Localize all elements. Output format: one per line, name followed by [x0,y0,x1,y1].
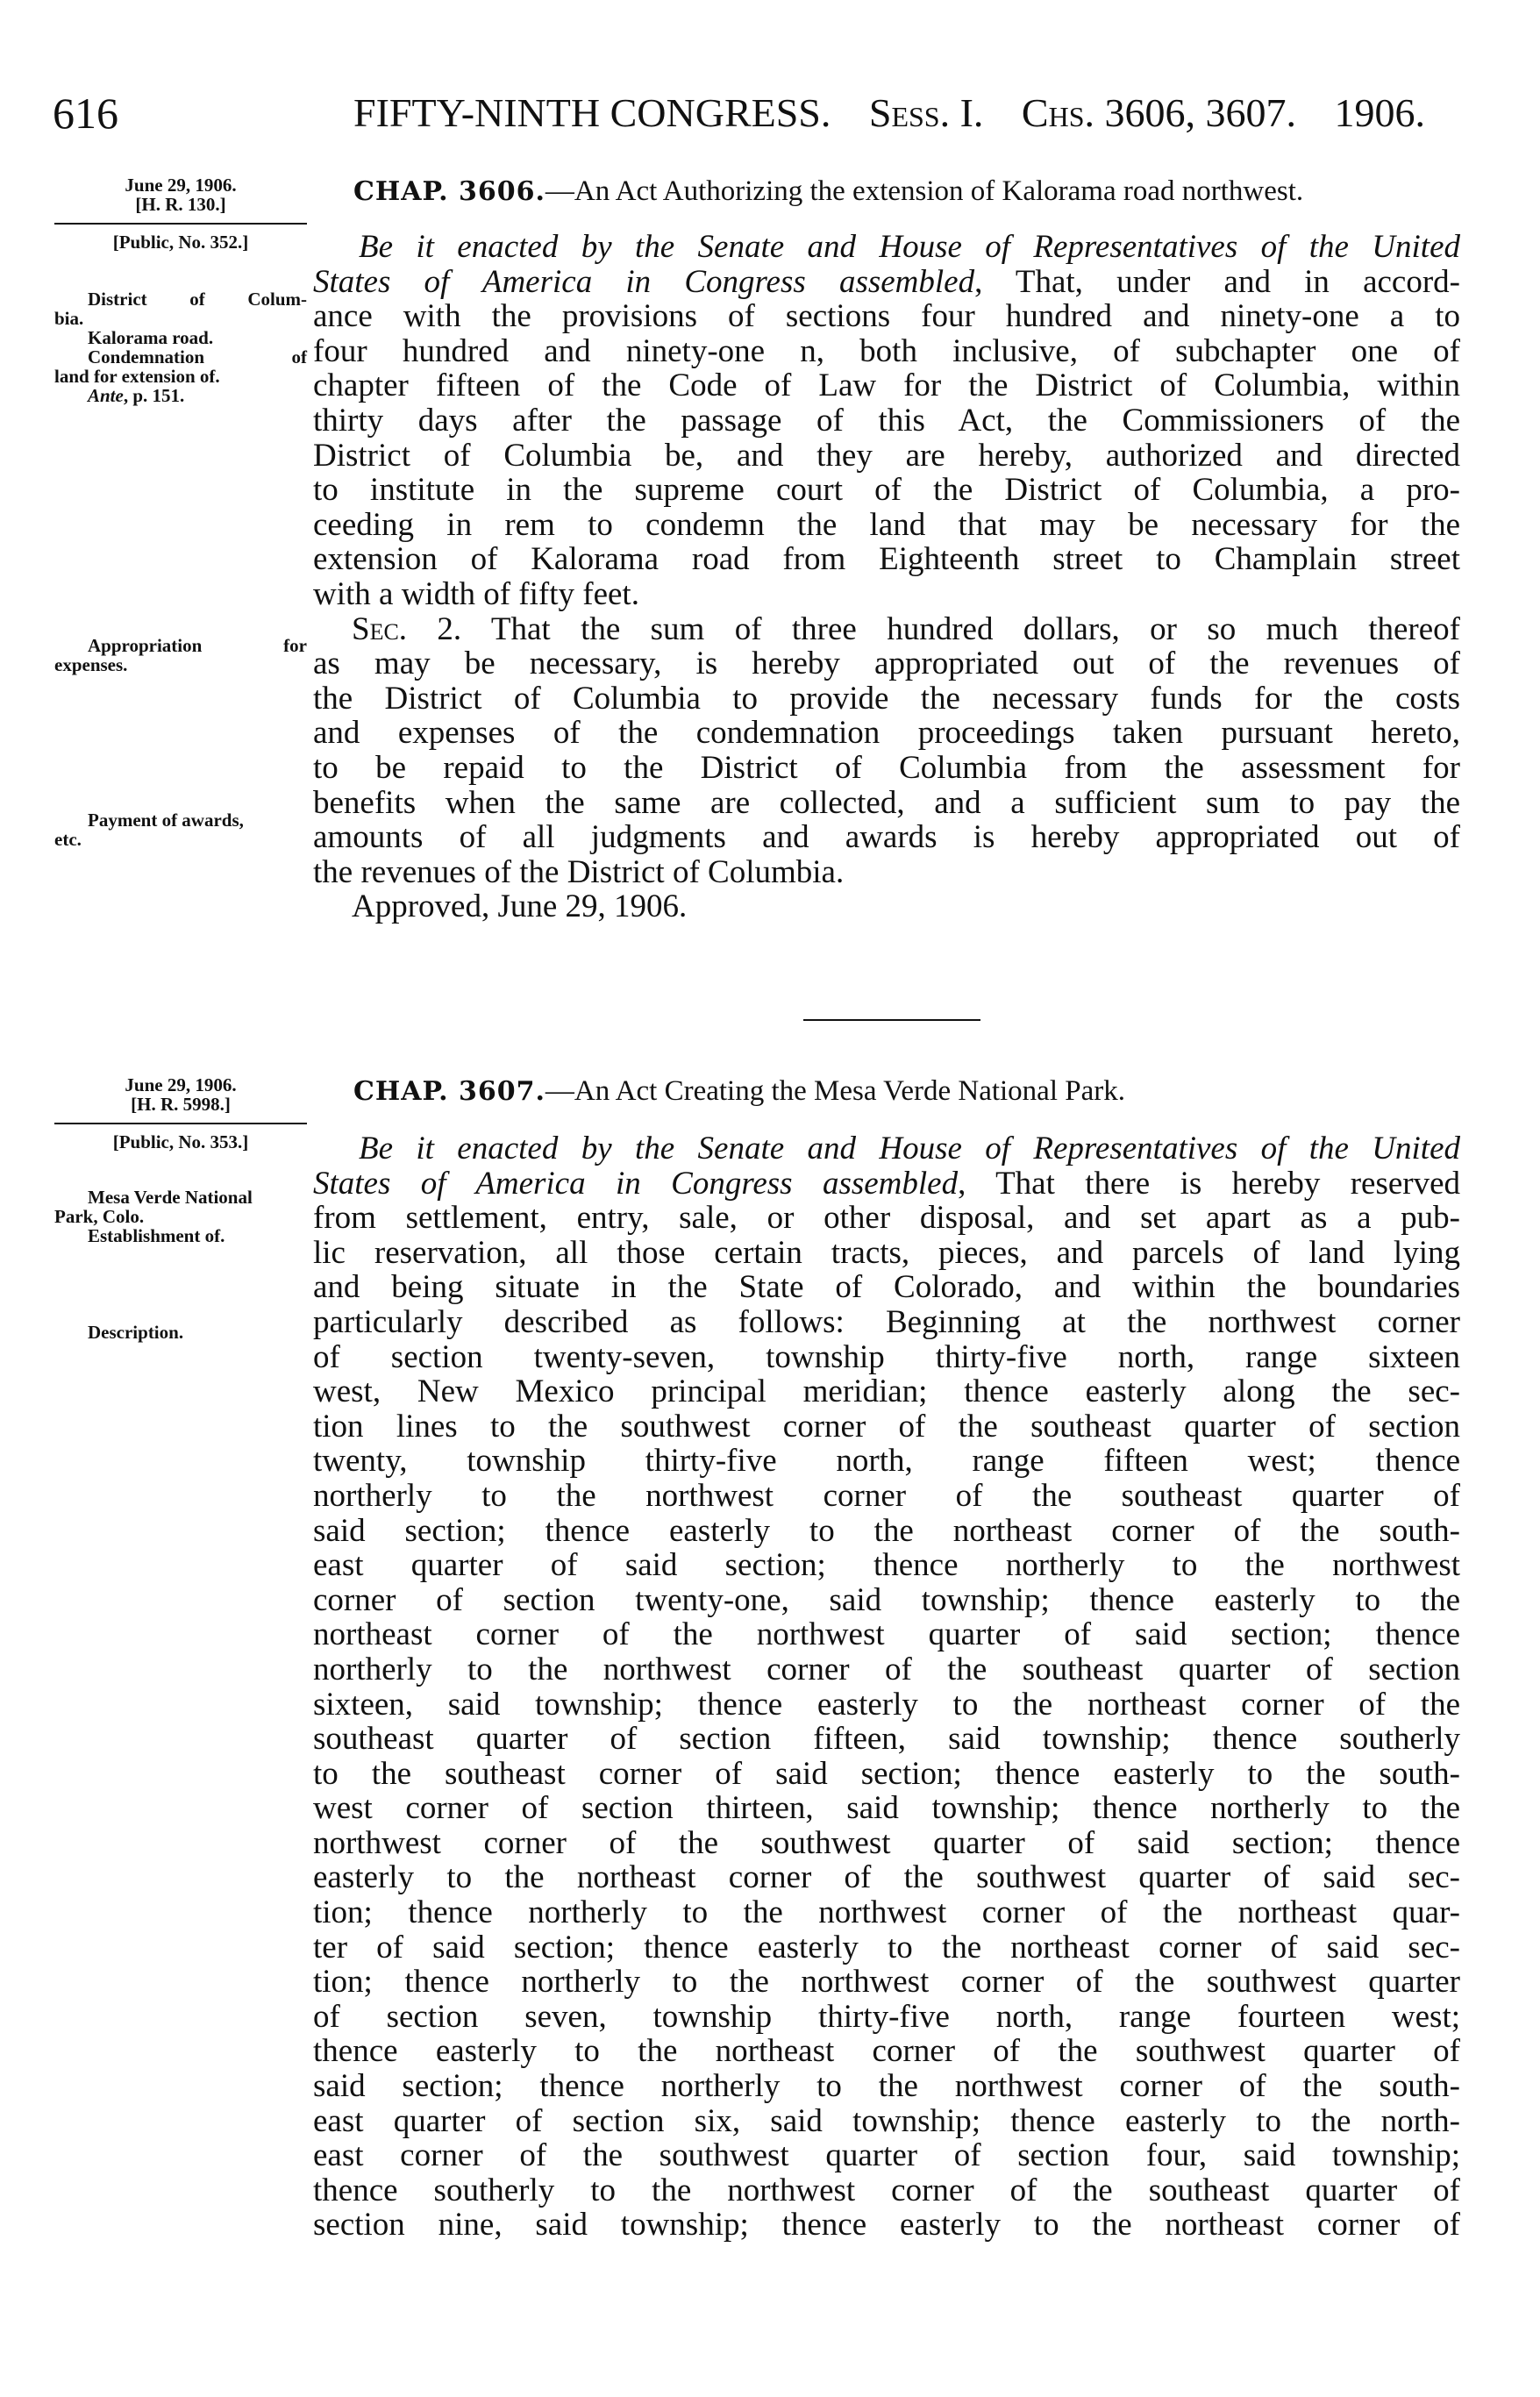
margin-note-payment [54,810,307,849]
margin-note-text: Mesa Verde National [88,1187,253,1208]
body-line: said section; thence easterly to the northeast corner of the south- [313,1512,1460,1549]
running-head-chapters: Chs. 3606, 3607. [1021,90,1296,135]
body-line: to the southeast corner of said section; thence easterly to the south- [313,1755,1460,1792]
margin-note-condemnation: Condemnation of [88,346,307,367]
body-line: thirty days after the passage of this Act, the Commissioners of the [313,402,1460,439]
chapter-3606-heading [353,174,1303,210]
body-line: easterly to the northeast corner of the southwest quarter of said sec- [313,1859,1460,1896]
sidebar-rule [54,1123,307,1124]
approval-date: June 29, 1906. [125,1074,237,1095]
running-head [353,91,1425,135]
bill-number: [H. R. 130.] [135,194,226,215]
margin-note-text: District of Colum- [88,289,307,310]
body-line: District of Columbia be, and they are hereby, authorized and directed [313,437,1460,474]
margin-note-text: etc. [54,829,82,850]
chapter-3607-body [313,1131,1460,2243]
running-head-congress: FIFTY-NINTH CONGRESS. [353,90,831,135]
body-line: southeast quarter of section fifteen, said township; thence southerly [313,1721,1460,1758]
enacting-clause-line: Be it enacted by the Senate and House of Representatives of the United [359,229,1460,265]
body-line: ter of said section; thence easterly to the northeast corner of said sec- [313,1929,1460,1965]
body-line: thence easterly to the northeast corner of the southwest quarter of [313,2033,1460,2070]
chapter-number: CHAP. 3607. [353,1076,545,1107]
body-line: four hundred and ninety-one n, both inclusive, of subchapter one of [313,332,1460,369]
body-line: as may be necessary, is hereby appropriated out of the revenues of [313,646,1460,682]
section-2-line: Sec. 2. That the sum of three hundred dollars, or so much thereof [352,610,1460,647]
body-line: tion; thence northerly to the northwest corner of the northeast quar- [313,1894,1460,1931]
body-line: corner of section twenty-one, said township; thence easterly to the [313,1581,1460,1618]
margin-note-text: bia. [54,308,84,329]
body-line: benefits when the same are collected, and a sufficient sum to pay the [313,784,1460,821]
margin-note-appropriation [54,636,307,674]
margin-note-text: Park, Colo. [54,1206,145,1227]
margin-note-text: expenses. [54,654,128,675]
approval-date: June 29, 1906. [125,175,237,196]
body-line: to institute in the supreme court of the District of Columbia, a pro- [313,472,1460,509]
chapter-3606-sidebar [54,175,307,252]
ante-italic: Ante [88,385,124,406]
margin-note-text: land for extension of. [54,366,220,387]
body-line: northeast corner of the northwest quarter of said section; thence [313,1616,1460,1653]
chapter-3606-body [313,230,1460,924]
chapter-title: —An Act Creating the Mesa Verde National Park. [545,1075,1125,1107]
body-line: with a width of fifty feet. [313,575,639,612]
body-line: east quarter of section six, said township; thence easterly to the north- [313,2102,1460,2139]
approved-line: Approved, June 29, 1906. [352,888,688,925]
margin-note-district [54,289,307,405]
body-line: the District of Columbia to provide the necessary funds for the costs [313,680,1460,717]
body-line: west corner of section thirteen, said township; thence northerly to the [313,1790,1460,1827]
body-line: extension of Kalorama road from Eighteenth street to Champlain street [313,541,1460,578]
margin-note-text: Payment of awards, [88,810,244,831]
enacting-clause-line: States of America in Congress assembled, That, under and in accord- [313,263,1460,300]
margin-note-mesa-verde [54,1188,307,1245]
chapter-3607-heading [353,1074,1125,1109]
body-line: east quarter of said section; thence northerly to the northwest [313,1547,1460,1584]
chapter-title: —An Act Authorizing the extension of Kalorama road northwest. [545,175,1304,207]
public-law-number: [Public, No. 353.] [112,1131,249,1152]
body-line: northerly to the northwest corner of the southeast quarter of [313,1477,1460,1514]
body-line: sixteen, said township; thence easterly to the northeast corner of the [313,1686,1460,1723]
body-line: and expenses of the condemnation proceedings taken pursuant hereto, [313,715,1460,752]
body-line: section nine, said township; thence easterly to the northeast corner of [313,2207,1460,2244]
margin-note-text: Description. [88,1322,184,1343]
page-number: 616 [53,89,118,138]
body-line: and being situate in the State of Colorado, and within the boundaries [313,1269,1460,1306]
body-line: from settlement, entry, sale, or other disposal, and set apart as a pub- [313,1200,1460,1237]
body-line: of section twenty-seven, township thirty-five north, range sixteen [313,1338,1460,1375]
body-line: to be repaid to the District of Columbia from the assessment for [313,749,1460,786]
body-line: tion; thence northerly to the northwest corner of the southwest quarter [313,1964,1460,2001]
body-line: northerly to the northwest corner of the southeast quarter of section [313,1651,1460,1687]
section-label: Sec. 2. [352,610,462,647]
body-line: said section; thence northerly to the northwest corner of the south- [313,2068,1460,2105]
margin-note-kalorama: Kalorama road. [88,327,214,348]
margin-note-text: Appropriation for [88,635,307,656]
body-line: chapter fifteen of the Code of Law for the District of Columbia, within [313,367,1460,404]
chapter-3607-sidebar [54,1075,307,1152]
body-line: the revenues of the District of Columbia. [313,853,845,890]
chapter-number: CHAP. 3606. [353,176,545,207]
body-line: particularly described as follows: Beginning at the northwest corner [313,1303,1460,1340]
body-line: of section seven, township thirty-five north, range fourteen west; [313,1998,1460,2035]
body-line: ance with the provisions of sections four hundred and ninety-one a to [313,298,1460,335]
margin-note-establishment: Establishment of. [88,1225,225,1246]
ante-page: , p. 151. [123,385,185,406]
margin-note-description [54,1323,307,1342]
body-line: thence southerly to the northwest corner of the southeast quarter of [313,2172,1460,2208]
body-line: northwest corner of the southwest quarter of said section; thence [313,1824,1460,1861]
bill-number: [H. R. 5998.] [131,1094,231,1115]
body-line: twenty, township thirty-five north, range fifteen west; thence [313,1443,1460,1480]
body-line: ceeding in rem to condemn the land that may be necessary for the [313,506,1460,543]
enacting-clause-line: Be it enacted by the Senate and House of Representatives of the United [359,1131,1460,1166]
body-line: tion lines to the southwest corner of the southeast quarter of section [313,1408,1460,1445]
margin-note-ante [54,386,307,405]
body-line: west, New Mexico principal meridian; thence easterly along the sec- [313,1373,1460,1410]
body-line: lic reservation, all those certain tracts, pieces, and parcels of land lying [313,1234,1460,1271]
body-line: east corner of the southwest quarter of section four, said township; [313,2137,1460,2174]
running-head-year: 1906. [1334,90,1425,135]
public-law-number: [Public, No. 352.] [112,232,249,253]
body-line: amounts of all judgments and awards is hereby appropriated out of [313,819,1460,856]
running-head-session: Sess. I. [868,90,984,135]
enacting-clause-line: States of America in Congress assembled, That there is hereby reserved [313,1165,1461,1202]
sidebar-rule [54,223,307,225]
chapter-separator-rule [803,1019,980,1021]
